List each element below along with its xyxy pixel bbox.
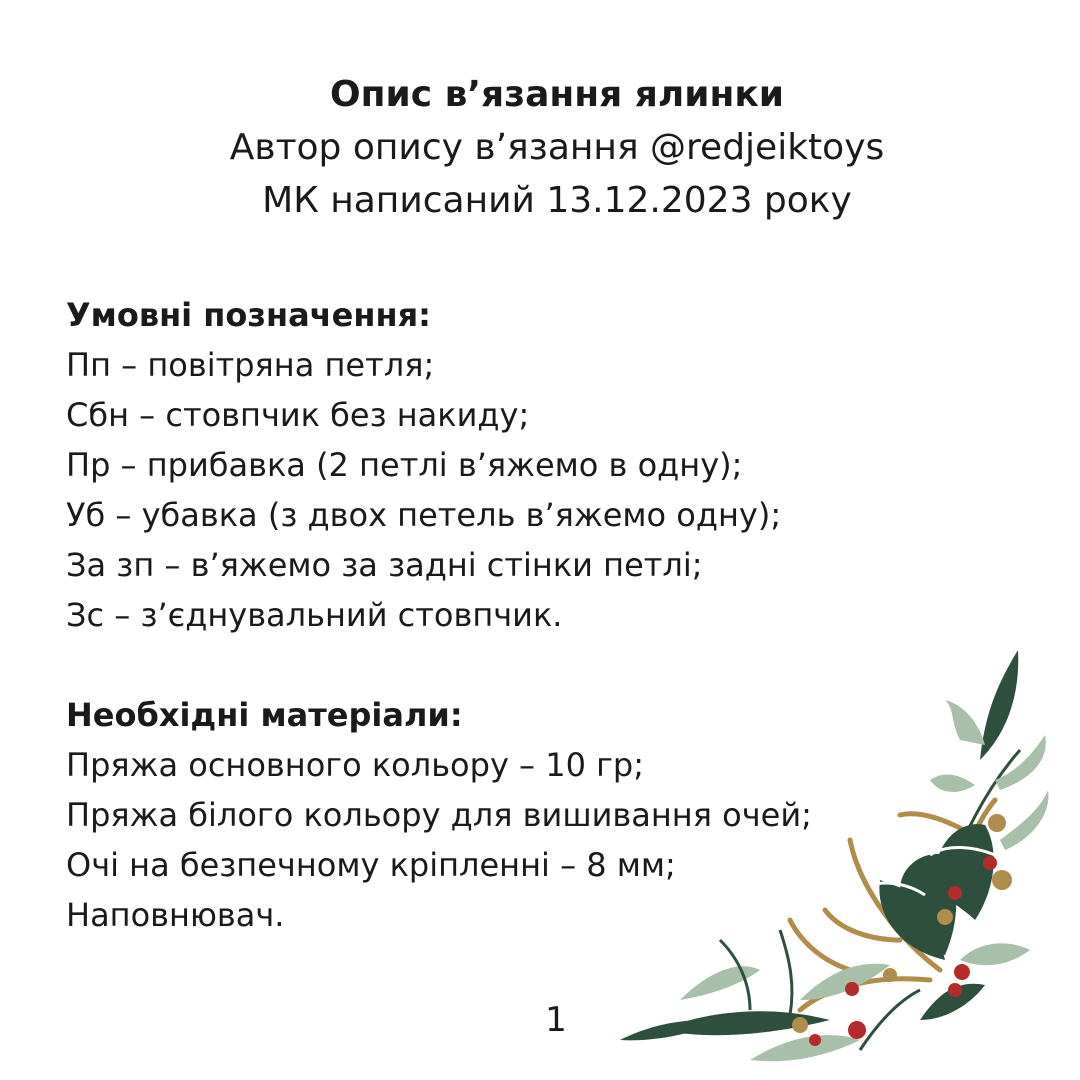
conventions-item: Пп – повітряна петля; <box>66 346 435 384</box>
materials-item: Пряжа основного кольору – 10 гр; <box>66 746 645 784</box>
author-line: Автор опису в’язання @redjeiktoys <box>229 127 885 168</box>
date-line: МК написаний 13.12.2023 року <box>262 180 852 221</box>
conventions-item: Уб – убавка (з двох петель в’яжемо одну); <box>66 496 782 534</box>
conventions-section <box>66 290 781 640</box>
page-number: 1 <box>545 1000 567 1040</box>
conventions-item: Пр – прибавка (2 петлі в’яжемо в одну); <box>66 446 743 484</box>
header <box>0 68 1080 227</box>
materials-item: Наповнювач. <box>66 896 285 934</box>
materials-item: Очі на безпечному кріпленні – 8 мм; <box>66 846 676 884</box>
christmas-bells-decoration <box>600 640 1080 1080</box>
conventions-item: Сбн – стовпчик без накиду; <box>66 396 530 434</box>
conventions-heading: Умовні позначення: <box>66 296 431 334</box>
materials-item: Пряжа білого кольору для вишивання очей; <box>66 796 812 834</box>
conventions-item: Зс – з’єднувальний стовпчик. <box>66 596 563 634</box>
materials-heading: Необхідні матеріали: <box>66 696 463 734</box>
conventions-item: За зп – в’яжемо за задні стінки петлі; <box>66 546 703 584</box>
document-title: Опис в’язання ялинки <box>330 74 784 115</box>
